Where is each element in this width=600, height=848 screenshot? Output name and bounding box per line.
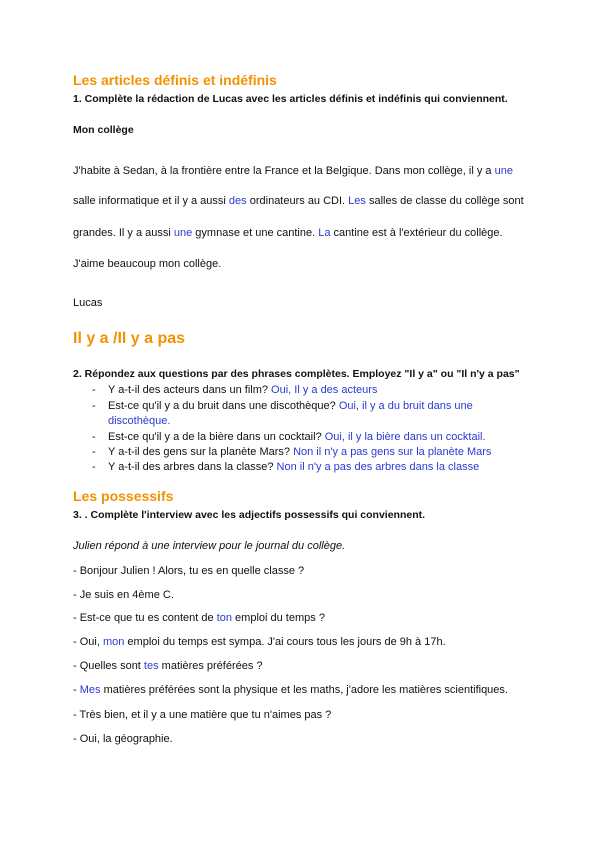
dialogue-line [73,660,263,672]
answer-text: Oui, Il y a des acteurs [271,384,378,396]
text-segment: matières préférées ? [158,660,263,672]
interview-intro: Julien répond à une interview pour le journal du collège. [73,540,346,552]
dialogue-line [73,589,174,601]
answer-possessive: Mes [79,684,101,696]
text-segment: - Oui, [73,636,103,648]
text-segment: - Je suis en 4ème C. [73,589,174,601]
question-text: Y a-t-il des acteurs dans un film? [108,384,272,396]
section1-subtitle: Mon collège [73,124,134,136]
question-text: Y a-t-il des arbres dans la classe? [108,461,277,473]
text-segment: salles de classe du collège sont [365,195,524,207]
dash-bullet: - [92,461,96,473]
list-item [92,431,486,443]
dialogue-line [73,612,325,624]
text-segment: ordinateurs au CDI. [246,195,349,207]
dialogue-line [73,636,446,648]
answer-article: Les [348,195,366,207]
dash-bullet: - [92,446,96,458]
signature: Lucas [73,297,103,309]
section1-title: Les articles définis et indéfinis [73,72,277,88]
paragraph-line-3 [73,227,503,239]
answer-possessive: mon [102,636,125,648]
question-text: Y a-t-il des gens sur la planète Mars? [108,446,294,458]
answer-text: Non il n'y a pas gens sur la planète Mars [293,446,492,458]
dialogue-line [73,565,304,577]
answer-text-continuation: discothèque. [108,415,171,427]
dash-bullet: - [92,384,96,396]
question-text: Est-ce qu'il y a de la bière dans un cocktail? [108,431,325,443]
answer-possessive: ton [216,612,232,624]
text-segment: salle informatique et il y a aussi [73,195,229,207]
text-segment: - Oui, la géographie. [73,733,173,745]
text-segment: J'habite à Sedan, à la frontière entre la France et la Belgique. Dans mon collège, il y a [73,165,495,177]
dialogue-line [73,709,331,721]
answer-text: Non il n'y a pas des arbres dans la classe [276,461,480,473]
dash-bullet: - [92,431,96,443]
answer-possessive: tes [143,660,159,672]
dialogue-line [73,684,508,696]
answer-article: une [494,165,513,177]
text-segment: grandes. Il y a aussi [73,227,174,239]
section2-instruction: 2. Répondez aux questions par des phrases complètes. Employez "Il y a" ou "Il n'y a pas" [73,368,520,380]
list-item [92,461,480,473]
dash-bullet: - [92,400,96,412]
answer-article: une [173,227,193,239]
text-segment: - [73,684,80,696]
text-segment: - Bonjour Julien ! Alors, tu es en quelle classe ? [73,565,305,577]
list-item [92,384,378,396]
section2-title: Il y a /Il y a pas [73,330,186,347]
section3-title: Les possessifs [73,488,174,504]
text-segment: gymnase et une cantine. [192,227,319,239]
text-segment: matières préférées sont la physique et les maths, j'adore les matières scientifiques. [100,684,508,696]
paragraph-line-4: J'aime beaucoup mon collège. [73,258,222,270]
text-segment: emploi du temps est sympa. J'ai cours tous les jours de 9h à 17h. [124,636,446,648]
text-segment: - Est-ce que tu es content de [73,612,217,624]
text-segment: - Très bien, et il y a une matière que tu n'aimes pas ? [73,709,332,721]
list-item [92,446,492,458]
answer-text: Oui, il y la bière dans un cocktail. [324,431,486,443]
question-text: Est-ce qu'il y a du bruit dans une discothèque? [108,400,339,412]
section3-instruction: 3. . Complète l'interview avec les adjectifs possessifs qui conviennent. [73,509,426,521]
paragraph-line-2 [73,195,524,207]
section1-instruction: 1. Complète la rédaction de Lucas avec les articles définis et indéfinis qui conviennent. [73,93,508,105]
answer-article: La [318,227,331,239]
answer-article: des [228,195,247,207]
dialogue-line [73,733,173,745]
list-item [92,400,473,412]
paragraph-line-1 [73,165,513,177]
answer-text: Oui, il y a du bruit dans une [338,400,473,412]
text-segment: emploi du temps ? [232,612,325,624]
text-segment: - Quelles sont [73,660,144,672]
text-segment: cantine est à l'extérieur du collège. [330,227,503,239]
